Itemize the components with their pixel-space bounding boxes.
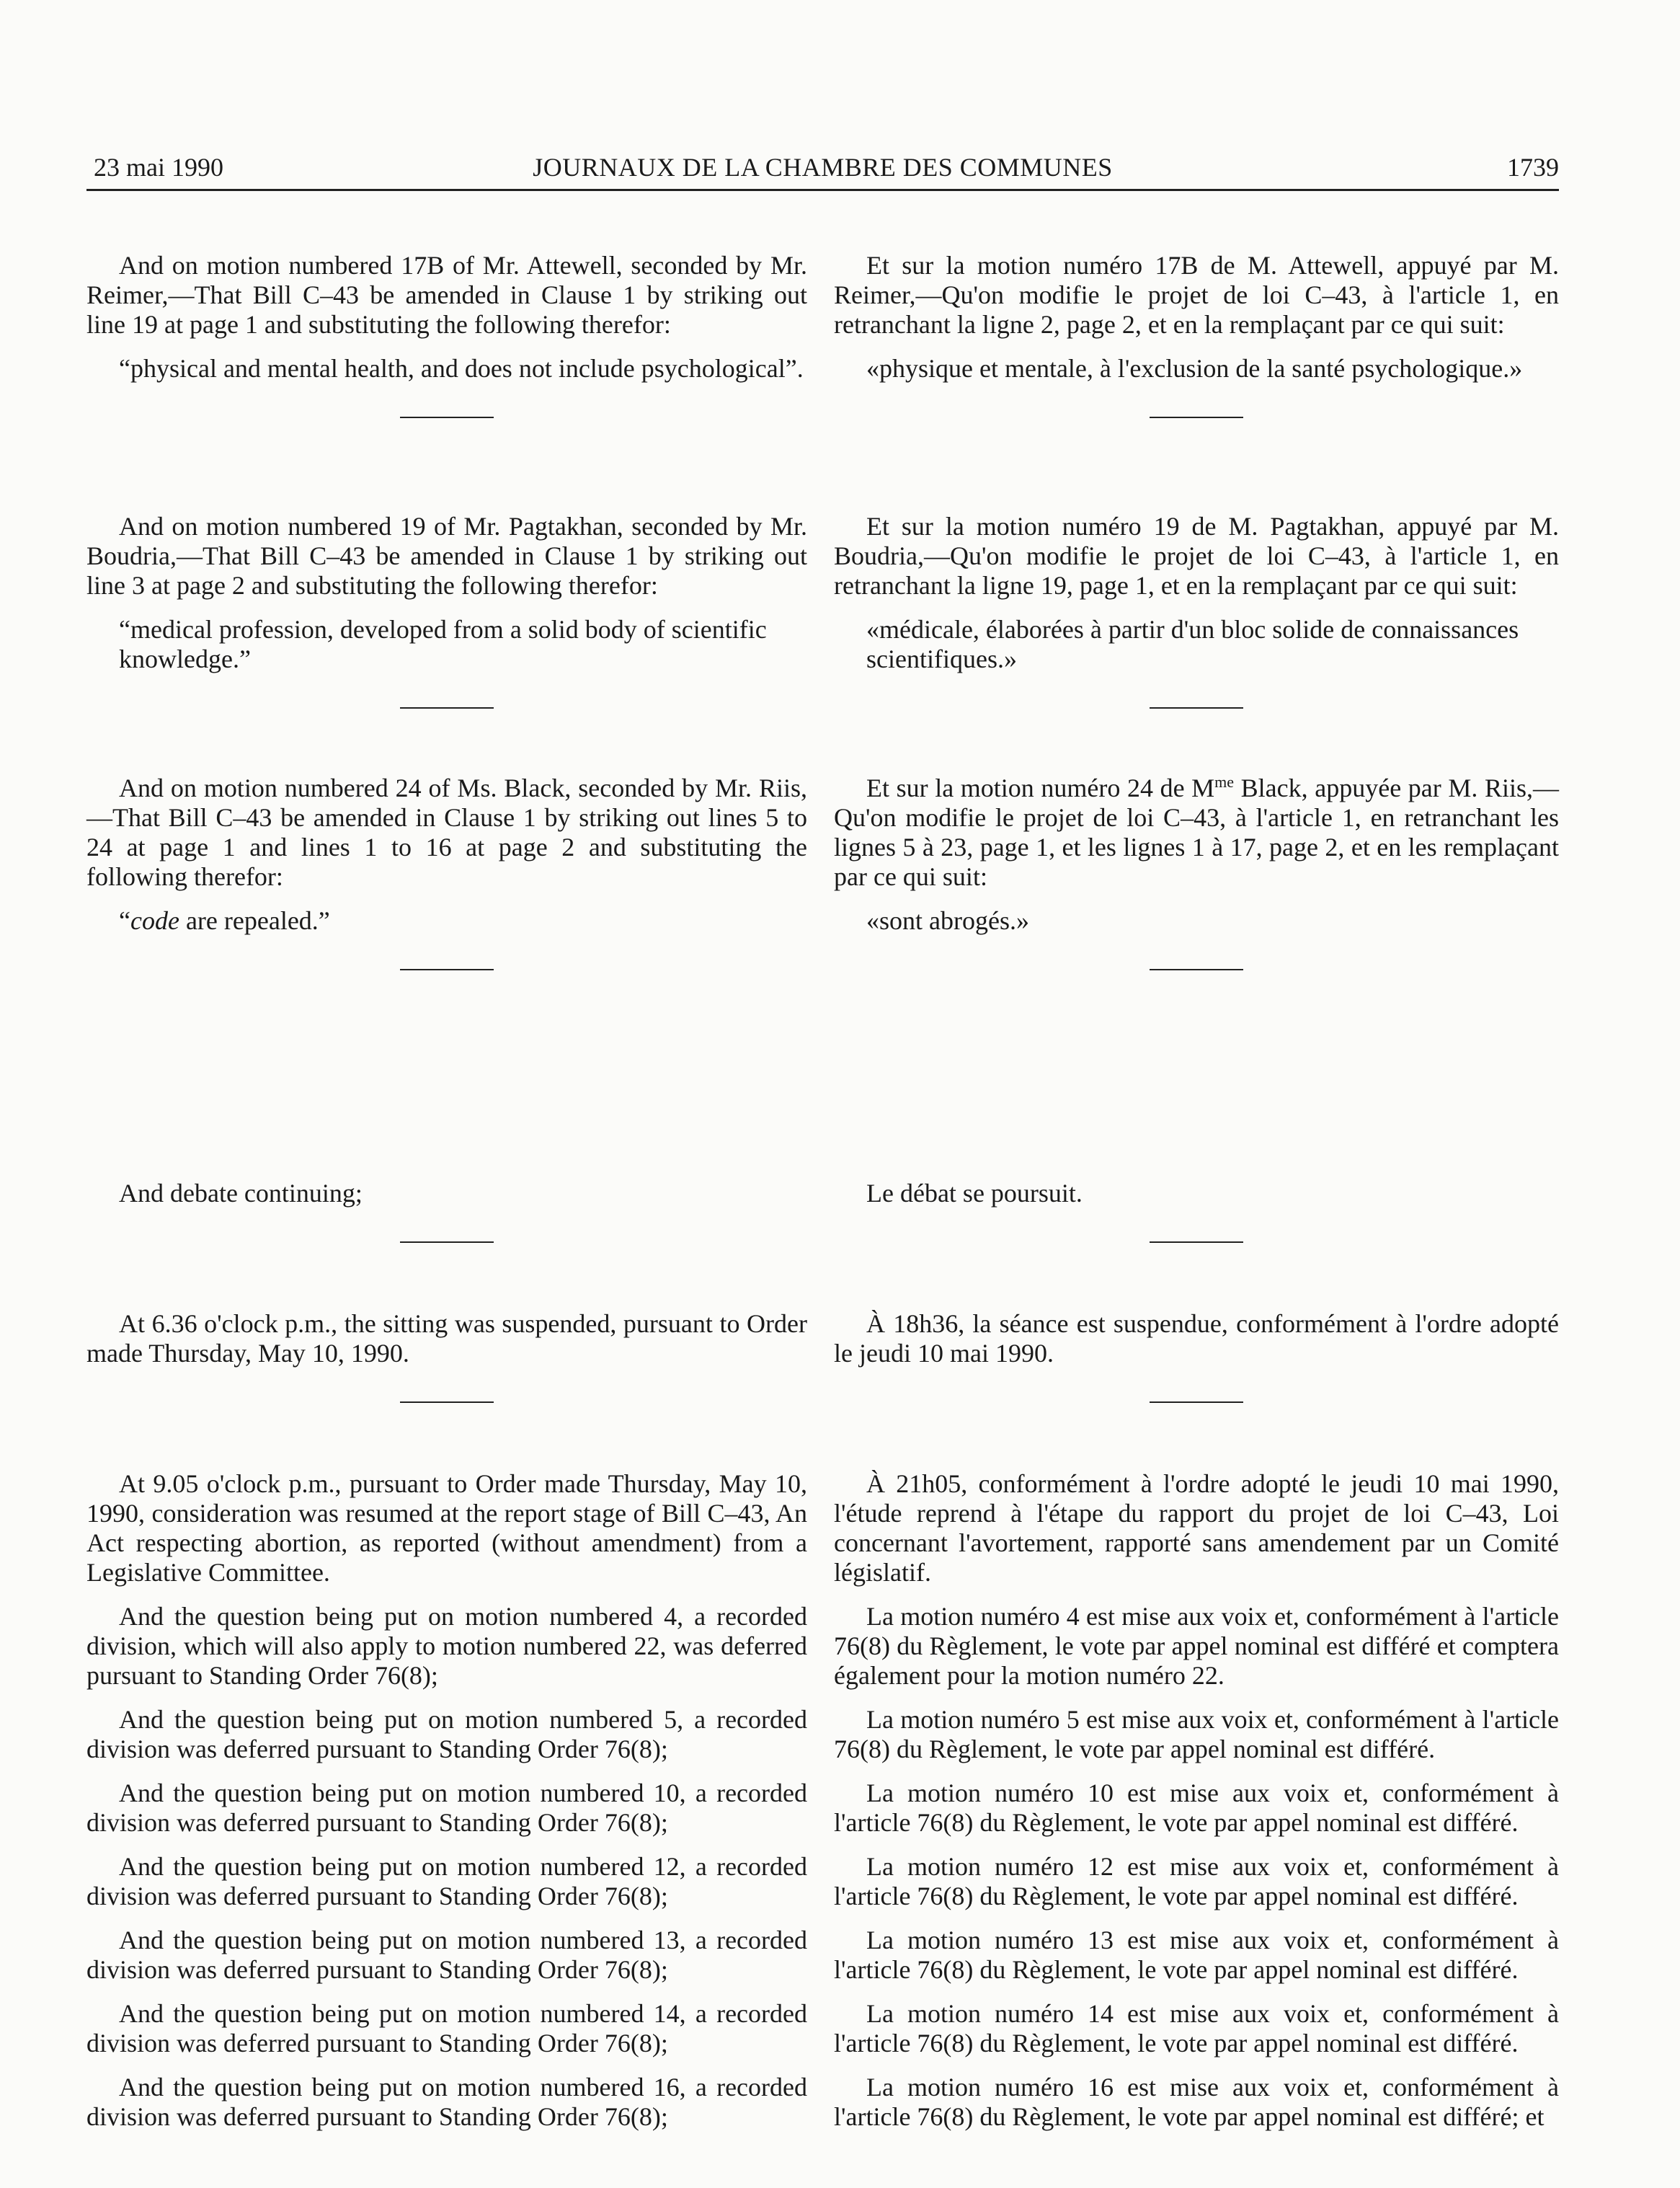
motion-text: And on motion numbered 24 of Ms. Black, seconded by Mr. Riis,—That Bill C–43 be amended in Clause 1 by striking out lines 5 to 24 at page 1 and lines 1 to 16 at page 2 and substituting the following therefor: <box>86 774 807 891</box>
motion-24-fr <box>834 774 1559 970</box>
amendment-quote: «physique et mentale, à l'exclusion de la santé psychologique.» <box>866 354 1523 383</box>
section-divider <box>1150 707 1243 709</box>
deferred-division: La motion numéro 5 est mise aux voix et, conformément à l'article 76(8) du Règlement, le vote par appel nominal est différé. <box>834 1705 1559 1763</box>
journal-page <box>86 151 1559 2131</box>
motion-19-en <box>86 512 807 709</box>
resumption-text: At 9.05 o'clock p.m., pursuant to Order made Thursday, May 10, 1990, consideration was resumed at the report stage of Bill C–43, An Act respecting abortion, as reported (without amendment) from a Legislative Committee. <box>86 1469 807 1587</box>
section-divider <box>1150 1401 1243 1403</box>
suspension-text: À 18h36, la séance est suspendue, conformément à l'ordre adopté le jeudi 10 mai 1990. <box>834 1309 1559 1368</box>
suspension-text: At 6.36 o'clock p.m., the sitting was suspended, pursuant to Order made Thursday, May 10, 1990. <box>86 1309 807 1368</box>
motion-text: And on motion numbered 17B of Mr. Attewell, seconded by Mr. Reimer,—That Bill C–43 be amended in Clause 1 by striking out line 19 at page 1 and substituting the following therefor: <box>86 251 807 339</box>
header-date: 23 mai 1990 <box>94 153 223 182</box>
motion-text: Et sur la motion numéro 19 de M. Pagtakhan, appuyé par M. Boudria,—Qu'on modifie le projet de loi C–43, à l'article 1, en retranchant la ligne 19, page 1, et en la remplaçant par ce qui suit: <box>834 512 1559 600</box>
section-divider <box>1150 969 1243 970</box>
section-divider <box>1150 417 1243 418</box>
deferred-division: La motion numéro 10 est mise aux voix et, conformément à l'article 76(8) du Règlement, le vote par appel nominal est différé. <box>834 1779 1559 1837</box>
sitting-suspended-en <box>86 1309 807 1403</box>
section-divider <box>400 1401 494 1403</box>
debate-text: And debate continuing; <box>119 1179 363 1208</box>
deferred-division: La motion numéro 12 est mise aux voix et, conformément à l'article 76(8) du Règlement, le vote par appel nominal est différé. <box>834 1852 1559 1910</box>
resumption-text: À 21h05, conformément à l'ordre adopté le jeudi 10 mai 1990, l'étude reprend à l'étape du rapport du projet de loi C–43, Loi concernant l'avortement, rapporté sans amendement par un Comité législatif. <box>834 1469 1559 1587</box>
deferred-division: And the question being put on motion numbered 12, a recorded division was deferred pursuant to Standing Order 76(8); <box>86 1852 807 1910</box>
section-divider <box>400 707 494 709</box>
sitting-suspended-fr <box>834 1309 1559 1403</box>
deferred-division: La motion numéro 16 est mise aux voix et, conformément à l'article 76(8) du Règlement, le vote par appel nominal est différé; et <box>834 2073 1559 2131</box>
section-divider <box>400 417 494 418</box>
report-stage-en <box>86 1469 807 2146</box>
amendment-quote: «médicale, élaborées à partir d'un bloc solide de connaissances scientifiques.» <box>866 615 1519 673</box>
debate-continuing-fr <box>834 1179 1559 1243</box>
deferred-division: And the question being put on motion numbered 16, a recorded division was deferred pursuant to Standing Order 76(8); <box>86 2073 807 2131</box>
debate-continuing-en <box>86 1179 807 1243</box>
header-page-number: 1739 <box>1507 153 1559 182</box>
motion-19-fr <box>834 512 1559 709</box>
motion-text: Et sur la motion numéro 17B de M. Attewell, appuyé par M. Reimer,—Qu'on modifie le projet de loi C–43, à l'article 1, en retranchant la ligne 2, page 2, et en la remplaçant par ce qui suit: <box>834 251 1559 339</box>
section-divider <box>1150 1241 1243 1243</box>
deferred-division: And the question being put on motion numbered 4, a recorded division, which will also apply to motion numbered 22, was deferred pursuant to Standing Order 76(8); <box>86 1602 807 1690</box>
deferred-division: La motion numéro 14 est mise aux voix et, conformément à l'article 76(8) du Règlement, le vote par appel nominal est différé. <box>834 1999 1559 2058</box>
motion-text: And on motion numbered 19 of Mr. Pagtakhan, seconded by Mr. Boudria,—That Bill C–43 be amended in Clause 1 by striking out line 3 at page 2 and substituting the following therefor: <box>86 512 807 600</box>
amendment-quote: «sont abrogés.» <box>866 906 1029 935</box>
section-divider <box>400 969 494 970</box>
motion-text: Et sur la motion numéro 24 de $M^{me}$ Black, appuyée par M. Riis,—Qu'on modifie le projet de loi C–43, à l'article 1, en retranchant les lignes 5 à 23, page 1, et les lignes 1 à 17, page 2, et en les remplaçant par ce qui suit: <box>834 773 1559 891</box>
page-header <box>86 151 1559 191</box>
deferred-division: La motion numéro 4 est mise aux voix et, conformément à l'article 76(8) du Règlement, le vote par appel nominal est différé et comptera également pour la motion numéro 22. <box>834 1602 1559 1690</box>
deferred-division: And the question being put on motion numbered 13, a recorded division was deferred pursuant to Standing Order 76(8); <box>86 1926 807 1984</box>
motion-17b-fr <box>834 251 1559 418</box>
motion-17b-en <box>86 251 807 418</box>
debate-text: Le débat se poursuit. <box>866 1179 1083 1208</box>
header-title: JOURNAUX DE LA CHAMBRE DES COMMUNES <box>533 153 1113 182</box>
deferred-division: And the question being put on motion numbered 10, a recorded division was deferred pursuant to Standing Order 76(8); <box>86 1779 807 1837</box>
section-divider <box>400 1241 494 1243</box>
deferred-division: La motion numéro 13 est mise aux voix et, conformément à l'article 76(8) du Règlement, le vote par appel nominal est différé. <box>834 1926 1559 1984</box>
report-stage-fr <box>834 1469 1559 2146</box>
motion-24-en <box>86 774 807 970</box>
amendment-quote: “code are repealed.” <box>119 906 330 935</box>
deferred-division: And the question being put on motion numbered 14, a recorded division was deferred pursuant to Standing Order 76(8); <box>86 1999 807 2058</box>
amendment-quote: “physical and mental health, and does not include psychological”. <box>119 354 804 383</box>
deferred-division: And the question being put on motion numbered 5, a recorded division was deferred pursuant to Standing Order 76(8); <box>86 1705 807 1763</box>
amendment-quote: “medical profession, developed from a solid body of scientific knowledge.” <box>119 615 767 673</box>
